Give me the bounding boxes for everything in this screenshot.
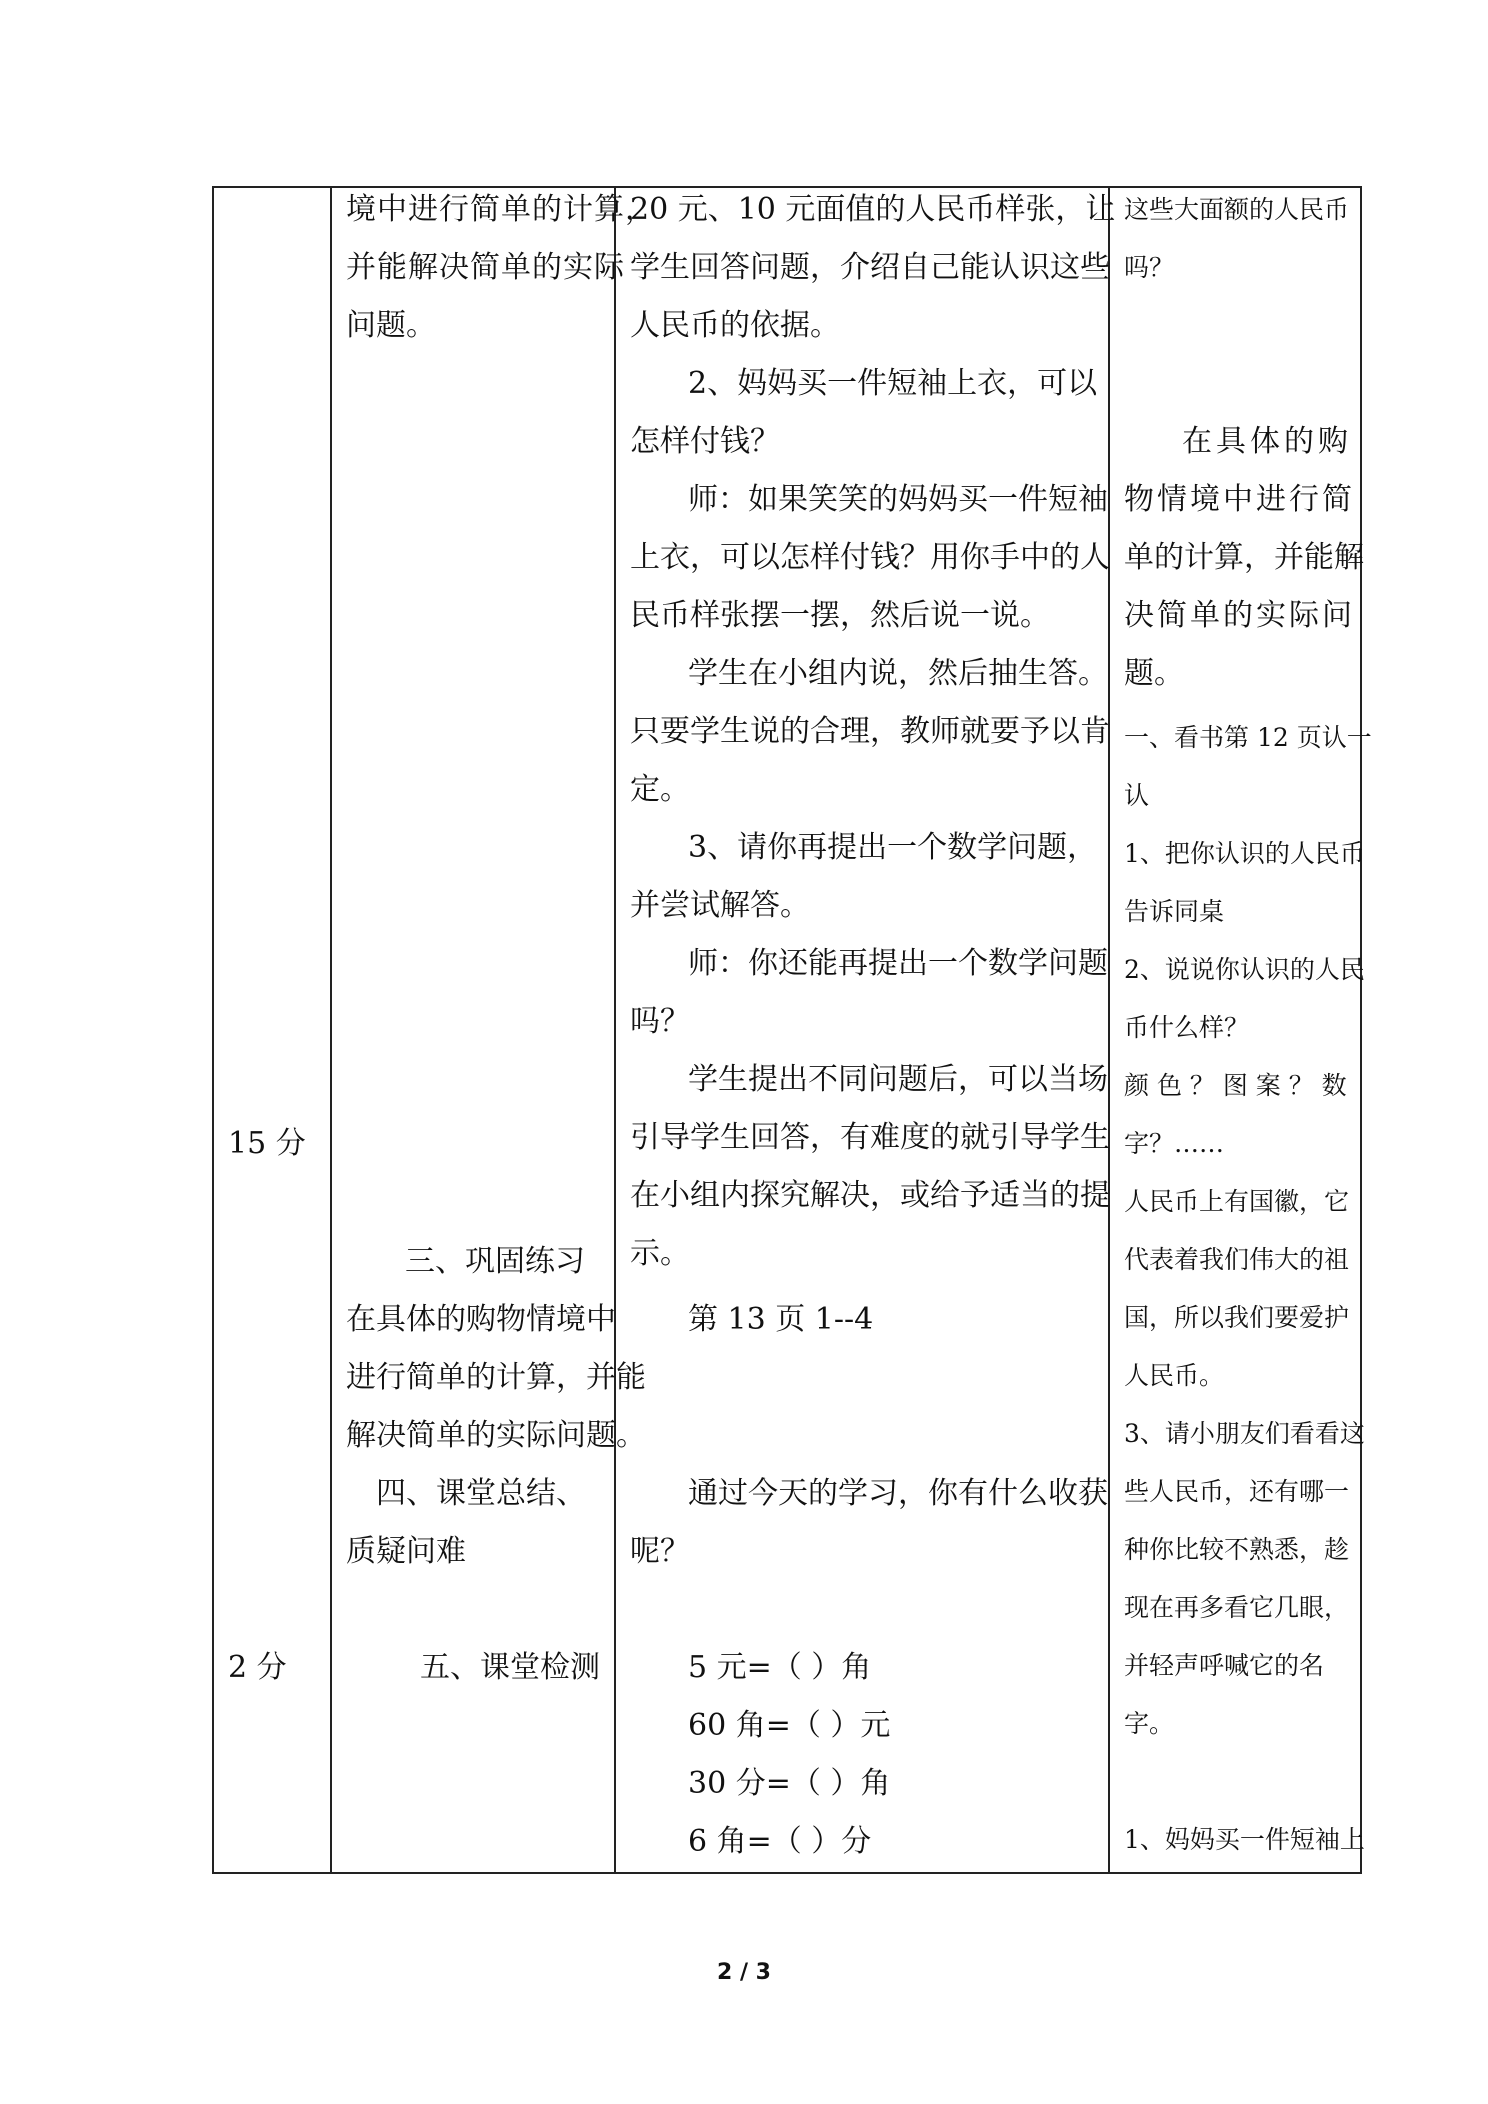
activity-text: 呢？ xyxy=(630,1534,690,1569)
activity-text: 吗？ xyxy=(630,1004,690,1039)
student-text: 1、妈妈买一件短袖上 xyxy=(1124,1825,1365,1854)
student-text: 颜 色 ？ 图 案 ？ 数 xyxy=(1124,1071,1347,1100)
activity-text: 定。 xyxy=(630,772,690,807)
student-text: 3、请小朋友们看看这 xyxy=(1124,1419,1365,1448)
goal-text: 在具体的购物情境中 xyxy=(346,1302,616,1337)
student-text: 人民币上有国徽，它 xyxy=(1124,1187,1350,1216)
section-title: 四、课堂总结、 xyxy=(376,1476,586,1511)
section-title: 三、巩固练习 xyxy=(405,1244,585,1279)
activity-text: 学生在小组内说，然后抽生答。 xyxy=(688,656,1108,691)
activity-text: 师：如果笑笑的妈妈买一件短袖 xyxy=(688,482,1108,517)
time-label: 2 分 xyxy=(228,1650,287,1685)
student-text: 币什么样？ xyxy=(1124,1013,1250,1042)
goal-text: 境中进行简单的计算， xyxy=(346,192,656,227)
goal-text: 并能解决简单的实际 xyxy=(346,250,625,285)
activity-text: 学生回答问题，介绍自己能认识这些 xyxy=(630,250,1110,285)
student-text: 告诉同桌 xyxy=(1124,897,1225,926)
student-text: 吗？ xyxy=(1124,253,1175,282)
activity-text: 只要学生说的合理，教师就要予以肯 xyxy=(630,714,1110,749)
activity-text: 学生提出不同问题后，可以当场 xyxy=(688,1062,1108,1097)
student-text: 单的计算，并能解 xyxy=(1124,540,1364,575)
student-text: 种你比较不熟悉，趁 xyxy=(1124,1535,1350,1564)
activity-text: 民币样张摆一摆，然后说一说。 xyxy=(630,598,1050,633)
column-divider xyxy=(1108,186,1110,1874)
student-text: 1、把你认识的人民币 xyxy=(1124,839,1365,868)
student-text: 这些大面额的人民币 xyxy=(1124,195,1350,224)
activity-text: 示。 xyxy=(630,1236,690,1271)
activity-text: 3、请你再提出一个数学问题， xyxy=(688,830,1098,865)
section-title: 质疑问难 xyxy=(346,1534,466,1569)
column-divider xyxy=(614,186,616,1874)
activity-text: 在小组内探究解决，或给予适当的提 xyxy=(630,1178,1110,1213)
activity-text: 人民币的依据。 xyxy=(630,308,840,343)
activity-text: 通过今天的学习，你有什么收获 xyxy=(688,1476,1108,1511)
student-text: 字。 xyxy=(1124,1709,1175,1738)
student-text: 现在再多看它几眼， xyxy=(1124,1593,1350,1622)
student-text: 国，所以我们要爱护 xyxy=(1124,1303,1350,1332)
student-text: 字？…… xyxy=(1124,1129,1225,1158)
activity-text: 并尝试解答。 xyxy=(630,888,810,923)
quiz-item: 5 元=（ ）角 xyxy=(688,1650,872,1685)
activity-text: 上衣，可以怎样付钱？用你手中的人 xyxy=(630,540,1110,575)
activity-text: 引导学生回答，有难度的就引导学生 xyxy=(630,1120,1110,1155)
student-text: 在具体的购 xyxy=(1182,424,1352,459)
quiz-item: 30 分=（ ）角 xyxy=(688,1766,891,1801)
student-text: 物情境中进行简 xyxy=(1124,482,1355,517)
page-number: 2 / 3 xyxy=(717,1960,771,1985)
quiz-item: 6 角=（ ）分 xyxy=(688,1824,872,1859)
activity-text: 20 元、10 元面值的人民币样张，让 xyxy=(630,192,1116,227)
time-label: 15 分 xyxy=(228,1126,306,1161)
goal-text: 问题。 xyxy=(346,308,436,343)
student-text: 一、看书第 12 页认一 xyxy=(1124,723,1372,752)
goal-text: 进行简单的计算，并能 xyxy=(346,1360,646,1395)
student-text: 题。 xyxy=(1124,656,1184,691)
student-text: 代表着我们伟大的祖 xyxy=(1124,1245,1350,1274)
activity-text: 师：你还能再提出一个数学问题 xyxy=(688,946,1108,981)
section-title: 五、课堂检测 xyxy=(420,1650,600,1685)
student-text: 2、说说你认识的人民 xyxy=(1124,955,1365,984)
activity-text: 怎样付钱？ xyxy=(630,424,780,459)
quiz-item: 60 角=（ ）元 xyxy=(688,1708,891,1743)
student-text: 些人民币，还有哪一 xyxy=(1124,1477,1350,1506)
student-text: 人民币。 xyxy=(1124,1361,1225,1390)
activity-text: 第 13 页 1--4 xyxy=(688,1302,874,1337)
student-text: 决简单的实际问 xyxy=(1124,598,1355,633)
activity-text: 2、妈妈买一件短袖上衣，可以 xyxy=(688,366,1098,401)
student-text: 并轻声呼喊它的名 xyxy=(1124,1651,1325,1680)
goal-text: 解决简单的实际问题。 xyxy=(346,1418,646,1453)
column-divider xyxy=(330,186,332,1874)
student-text: 认 xyxy=(1124,781,1150,810)
